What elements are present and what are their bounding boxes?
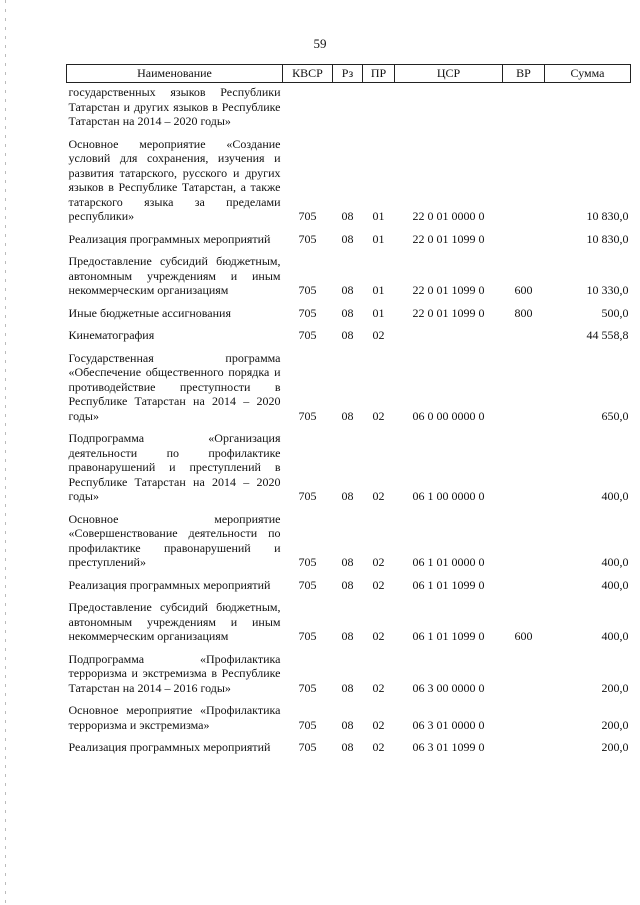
row-csr: 06 1 01 0000 0: [412, 555, 485, 569]
table-row: [67, 83, 631, 135]
table-row: [67, 650, 631, 702]
row-kvsr: 705: [298, 680, 317, 695]
table-row: [67, 135, 631, 230]
table-row: [67, 576, 631, 599]
scan-edge-marks: [5, 0, 6, 905]
row-sum: 10 830,0: [586, 231, 629, 246]
table-body: [67, 83, 631, 761]
row-vr: [503, 650, 545, 702]
row-csr: 06 1 01 1099 0: [412, 577, 485, 592]
row-rz: 08: [341, 209, 354, 223]
row-rz: 08: [341, 231, 354, 246]
row-sum: 200,0: [601, 717, 629, 732]
row-kvsr: 705: [298, 629, 317, 643]
row-sum: 400,0: [601, 555, 629, 569]
row-csr: 22 0 01 0000 0: [412, 209, 485, 223]
row-csr: 06 0 00 0000 0: [412, 408, 485, 423]
row-rz: 08: [341, 629, 354, 643]
row-kvsr: 705: [298, 408, 317, 423]
row-name: Реализация программных мероприятий: [68, 740, 271, 754]
row-rz: 08: [341, 680, 354, 695]
row-csr: 06 3 01 1099 0: [412, 740, 485, 754]
row-pr: 01: [372, 283, 385, 297]
row-kvsr: 705: [298, 305, 317, 320]
row-csr: 22 0 01 1099 0: [412, 231, 485, 246]
table-row: [67, 429, 631, 510]
row-rz: 08: [341, 489, 354, 503]
table-row: [67, 349, 631, 430]
row-csr: 22 0 01 1099 0: [412, 283, 485, 297]
row-kvsr: [283, 83, 333, 135]
row-name: Основное мероприятие «Создание условий для сохранения, изучения и развития татарского, русского и других языков в Республике Татарстан, а также татарского языка за пределами республики»: [68, 136, 281, 223]
row-vr: [503, 326, 545, 349]
header-name: Наименование: [67, 65, 283, 83]
row-rz: 08: [341, 305, 354, 320]
row-csr: [395, 326, 503, 349]
header-vr: ВР: [503, 65, 545, 83]
row-kvsr: 705: [298, 283, 317, 297]
row-name: Основное мероприятие «Совершенствование деятельности по профилактике правонарушений и преступлений»: [68, 511, 281, 569]
row-name: Государственная программа «Обеспечение общественного порядка и противодействие преступности в Республике Татарстан на 2014 – 2020 годы»: [68, 350, 281, 423]
table-row: [67, 738, 631, 761]
row-name: Предоставление субсидий бюджетным, автономным учреждениям и иным некоммерческим организациям: [68, 254, 281, 297]
row-vr: [503, 738, 545, 761]
row-sum: [545, 83, 631, 135]
row-pr: 02: [372, 555, 385, 569]
budget-table: [66, 64, 631, 761]
table-row: [67, 510, 631, 576]
row-rz: 08: [341, 577, 354, 592]
row-kvsr: 705: [298, 555, 317, 569]
row-pr: 02: [372, 489, 385, 503]
row-name: Предоставление субсидий бюджетным, автономным учреждениям и иным некоммерческим организациям: [68, 600, 281, 643]
row-kvsr: 705: [298, 717, 317, 732]
row-rz: 08: [341, 283, 354, 297]
row-name: Реализация программных мероприятий: [68, 231, 271, 246]
header-rz: Рз: [333, 65, 363, 83]
row-vr: 600: [514, 283, 533, 297]
row-rz: 08: [341, 555, 354, 569]
row-pr: [363, 83, 395, 135]
row-pr: 01: [372, 231, 385, 246]
row-csr: 22 0 01 1099 0: [412, 305, 485, 320]
row-vr: [503, 349, 545, 430]
row-csr: 06 3 00 0000 0: [412, 680, 485, 695]
header-csr: ЦСР: [395, 65, 503, 83]
row-sum: 400,0: [601, 577, 629, 592]
row-csr: 06 1 00 0000 0: [412, 489, 485, 503]
row-name: Реализация программных мероприятий: [68, 577, 271, 592]
table-row: [67, 230, 631, 253]
row-pr: 02: [372, 740, 385, 754]
row-sum: 10 330,0: [586, 283, 629, 297]
row-pr: 02: [372, 680, 385, 695]
row-pr: 01: [372, 305, 385, 320]
row-kvsr: 705: [298, 328, 317, 342]
row-name: государственных языков Республики Татарстан и других языков в Республике Татарстан на 2014 – 2020 годы»: [68, 85, 281, 128]
row-csr: 06 1 01 1099 0: [412, 629, 485, 643]
row-sum: 650,0: [601, 408, 629, 423]
row-sum: 400,0: [601, 629, 629, 643]
row-name: Подпрограмма «Организация деятельности по профилактике правонарушений и преступлений в Республике Татарстан на 2014 – 2020 годы»: [68, 431, 281, 503]
table-row: [67, 326, 631, 349]
table-row: [67, 598, 631, 650]
row-vr: [503, 135, 545, 230]
row-sum: 200,0: [601, 740, 629, 754]
row-name: Иные бюджетные ассигнования: [68, 305, 231, 320]
row-pr: 02: [372, 328, 385, 342]
row-pr: 02: [372, 717, 385, 732]
row-csr: 06 3 01 0000 0: [412, 717, 485, 732]
page-number: 59: [313, 36, 327, 51]
row-sum: 400,0: [601, 489, 629, 503]
row-csr: [395, 83, 503, 135]
header-pr: ПР: [363, 65, 395, 83]
row-vr: [503, 83, 545, 135]
row-rz: 08: [341, 740, 354, 754]
row-rz: [333, 83, 363, 135]
row-pr: 02: [372, 577, 385, 592]
row-kvsr: 705: [298, 489, 317, 503]
row-vr: [503, 701, 545, 738]
row-name: Кинематография: [68, 328, 155, 342]
row-vr: 800: [514, 305, 533, 320]
table-header-row: [67, 65, 631, 83]
row-rz: 08: [341, 717, 354, 732]
table-row: [67, 701, 631, 738]
row-rz: 08: [341, 328, 354, 342]
row-vr: [503, 429, 545, 510]
row-sum: 44 558,8: [586, 328, 629, 342]
header-kvsr: КВСР: [283, 65, 333, 83]
row-kvsr: 705: [298, 577, 317, 592]
row-vr: 600: [514, 629, 533, 643]
row-pr: 02: [372, 408, 385, 423]
table-row: [67, 304, 631, 327]
row-pr: 01: [372, 209, 385, 223]
row-rz: 08: [341, 408, 354, 423]
row-kvsr: 705: [298, 740, 317, 754]
row-sum: 10 830,0: [586, 209, 629, 223]
row-kvsr: 705: [298, 209, 317, 223]
row-sum: 200,0: [601, 680, 629, 695]
header-sum: Сумма: [545, 65, 631, 83]
row-kvsr: 705: [298, 231, 317, 246]
row-sum: 500,0: [601, 305, 629, 320]
row-vr: [503, 510, 545, 576]
row-name: Подпрограмма «Профилактика терроризма и экстремизма в Республике Татарстан на 2014 – 2016 годы»: [68, 651, 281, 695]
row-vr: [503, 230, 545, 253]
row-pr: 02: [372, 629, 385, 643]
row-vr: [503, 576, 545, 599]
row-name: Основное мероприятие «Профилактика терроризма и экстремизма»: [68, 703, 281, 732]
table-row: [67, 252, 631, 304]
